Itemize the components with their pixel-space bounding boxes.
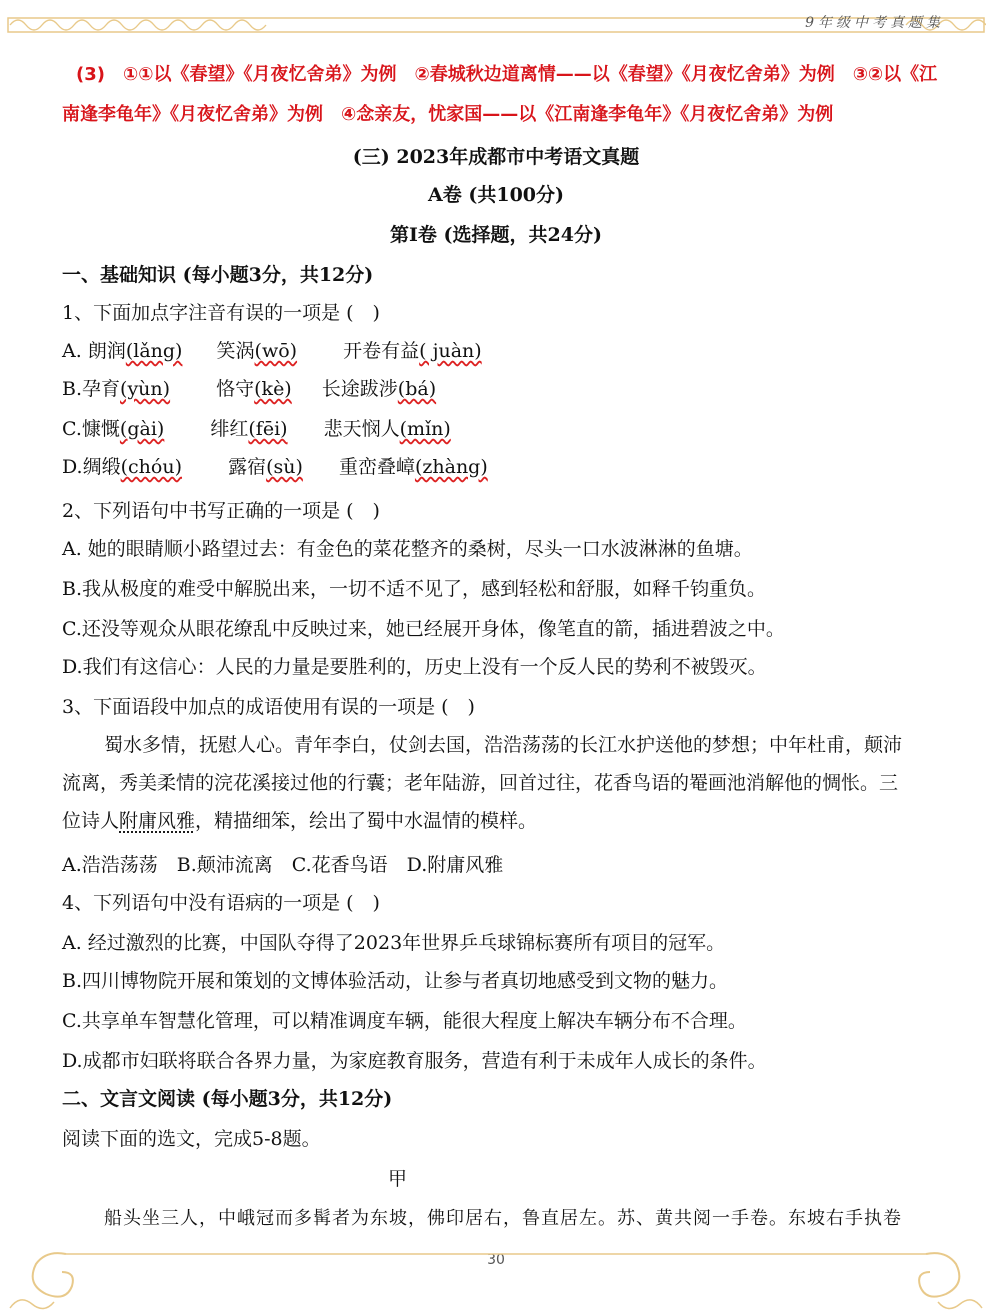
page-number: 30 (487, 1252, 505, 1268)
q2-option-d: D.我们有这信心：人民的力量是要胜利的，历史上没有一个反人民的势利不被毁灭。 (62, 656, 767, 678)
answer-line-2: 南逢李龟年》《月夜忆舍弟》为例 ④念亲友，忧家国——以《江南逢李龟年》《月夜忆舍弟》为例 (62, 104, 834, 125)
exam-title: (三) 2023年成都市中考语文真题 (352, 146, 640, 168)
q2-option-b: B.我从极度的难受中解脱出来，一切不适不见了，感到轻松和舒服，如释千钧重负。 (62, 578, 767, 600)
section-title: 第Ⅰ卷 (选择题，共24分) (390, 224, 602, 246)
bottom-border-ornament (6, 1248, 986, 1312)
q4-option-d: D.成都市妇联将联合各界力量，为家庭教育服务，营造有利于未成年人成长的条件。 (62, 1050, 767, 1072)
volume-title: A卷 (共100分) (428, 184, 564, 206)
q3-passage-line-3: 位诗人附庸风雅，精描细笨，绘出了蜀中水温情的模样。 (62, 810, 538, 832)
q4-option-c: C.共享单车智慧化管理，可以精准调度车辆，能很大程度上解决车辆分布不合理。 (62, 1010, 747, 1032)
q3-stem: 3、下面语段中加点的成语使用有误的一项是 ( ) (62, 696, 475, 718)
passage-line-1: 船头坐三人，中峨冠而多髯者为东坡，佛印居右，鲁直居左。苏、黄共阅一手卷。东坡右手执卷 (104, 1208, 902, 1229)
part2-heading: 二、文言文阅读 (每小题3分，共12分) (62, 1088, 393, 1110)
passage-label: 甲 (388, 1168, 408, 1190)
q1-option-d: D.绸缎(chóu) 露宿(sù) 重峦叠嶂(zhàng) (62, 456, 488, 478)
q4-option-a: A. 经过激烈的比赛，中国队夺得了2023年世界乒乓球锦标赛所有项目的冠军。 (62, 932, 726, 954)
q1-option-b: B.孕育(yùn) 恪守(kè) 长途跋涉(bá) (62, 378, 437, 400)
header-title: 9年级中考真题集 (805, 15, 944, 31)
dotted-idiom: 附庸风雅 (119, 810, 196, 832)
q2-option-c: C.还没等观众从眼花缭乱中反映过来，她已经展开身体，像笔直的箭，插进碧波之中。 (62, 618, 785, 640)
q2-option-a: A. 她的眼睛顺小路望过去：有金色的菜花整齐的桑树，尽头一口水波淋淋的鱼塘。 (62, 538, 753, 560)
q4-stem: 4、下列语句中没有语病的一项是 ( ) (62, 892, 380, 914)
q1-option-c: C.慷慨(gài) 绯红(fēi) 悲天悯人(mǐn) (62, 418, 451, 440)
q3-options: A.浩浩荡荡 B.颠沛流离 C.花香鸟语 D.附庸风雅 (62, 854, 504, 876)
q3-passage-line-2: 流离，秀美柔情的浣花溪接过他的行囊；老年陆游，回首过往，花香鸟语的罨画池消解他的惆怅。三 (62, 772, 899, 794)
part1-heading: 一、基础知识 (每小题3分，共12分) (62, 264, 374, 286)
part2-intro: 阅读下面的选文，完成5-8题。 (62, 1128, 321, 1150)
q1-option-a: A. 朗润(lǎng) 笑涡(wō) 开卷有益( juàn) (62, 340, 482, 362)
q2-stem: 2、下列语句中书写正确的一项是 ( ) (62, 500, 380, 522)
answer-line-1: (3) ①①以《春望》《月夜忆舍弟》为例 ②春城秋边道离情——以《春望》《月夜忆舍弟》为例 ③②以《江 (76, 64, 938, 85)
q4-option-b: B.四川博物院开展和策划的文博体验活动，让参与者真切地感受到文物的魅力。 (62, 970, 729, 992)
q1-stem: 1、下面加点字注音有误的一项是 ( ) (62, 302, 380, 324)
q3-passage-line-1: 蜀水多情，抚慰人心。青年李白，仗剑去国，浩浩荡荡的长江水护送他的梦想；中年杜甫，颠沛 (104, 734, 903, 756)
